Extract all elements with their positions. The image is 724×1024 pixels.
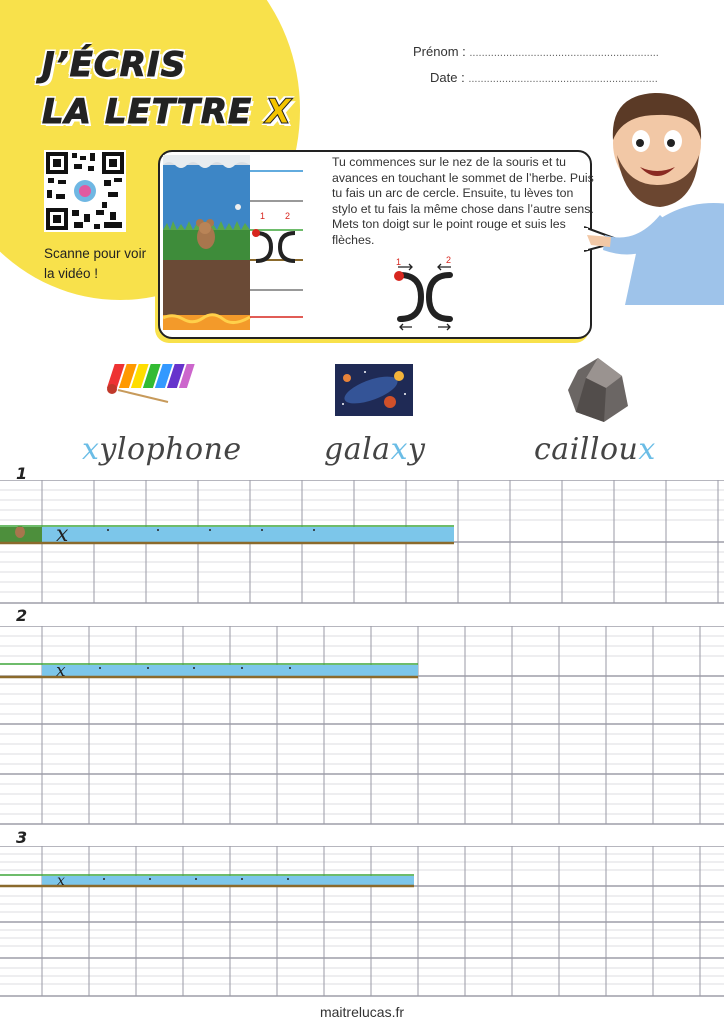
letter-x-stroke-diagram <box>388 255 458 335</box>
stroke-number-2: 2 <box>446 255 452 265</box>
word-galaxy-before: gala <box>324 432 391 467</box>
word-galaxy-after: y <box>408 432 426 467</box>
galaxy-icon <box>335 364 413 416</box>
date-dots: .............................................................. <box>468 73 658 85</box>
word-xylophone <box>82 432 242 467</box>
xylophone-icon <box>98 360 196 406</box>
title-line-2-prefix: LA LETTRE <box>42 92 266 132</box>
row-number-1: 1 <box>16 464 28 483</box>
stroke-number-2-small: 2 <box>285 211 291 221</box>
model-letter-2: x <box>56 661 66 681</box>
qr-code-icon[interactable] <box>44 150 126 232</box>
stroke-number-1: 1 <box>396 257 402 267</box>
writing-grid-3[interactable] <box>0 846 724 998</box>
footer-website[interactable]: maitrelucas.fr <box>319 1004 405 1020</box>
model-letter-3: x <box>57 873 65 889</box>
stroke-number-1-small: 1 <box>260 211 266 221</box>
word-galaxy-letter: x <box>390 432 408 467</box>
date-field <box>430 70 658 85</box>
word-xylophone-after: ylophone <box>99 432 242 467</box>
firstname-dots: .............................................................. <box>469 47 659 59</box>
writing-grid-1[interactable] <box>0 480 724 605</box>
firstname-field <box>413 44 659 59</box>
writing-grid-2[interactable] <box>0 626 724 826</box>
pebble-icon <box>566 354 630 424</box>
word-caillou-letter: x <box>638 432 656 467</box>
word-xylophone-letter: x <box>82 432 100 467</box>
model-letter-1: x <box>56 522 69 547</box>
teacher-pointing-illustration <box>585 85 724 305</box>
mouse-game-illustration <box>163 155 308 330</box>
title-letter: X <box>265 92 293 132</box>
word-galaxy <box>324 432 425 467</box>
date-label: Date : <box>430 70 465 85</box>
firstname-label: Prénom : <box>413 44 466 59</box>
title-line-2 <box>42 92 292 132</box>
instruction-text: Tu commences sur le nez de la souris et tu avances en touchant le sommet de l’herbe. Puis tu fais un arc de cercle. Ensuite, tu lèves ton stylo et tu fais la même chose dans l’autre sens. Mets ton doigt sur le point rouge et suis les flèches. <box>332 155 594 247</box>
row-number-3: 3 <box>16 828 28 847</box>
title-line-1: J’ÉCRIS <box>42 45 187 85</box>
row-number-2: 2 <box>16 606 28 625</box>
qr-caption: Scanne pour voir la vidéo ! <box>44 246 147 281</box>
word-caillou <box>534 432 656 467</box>
word-caillou-before: caillou <box>534 432 639 467</box>
